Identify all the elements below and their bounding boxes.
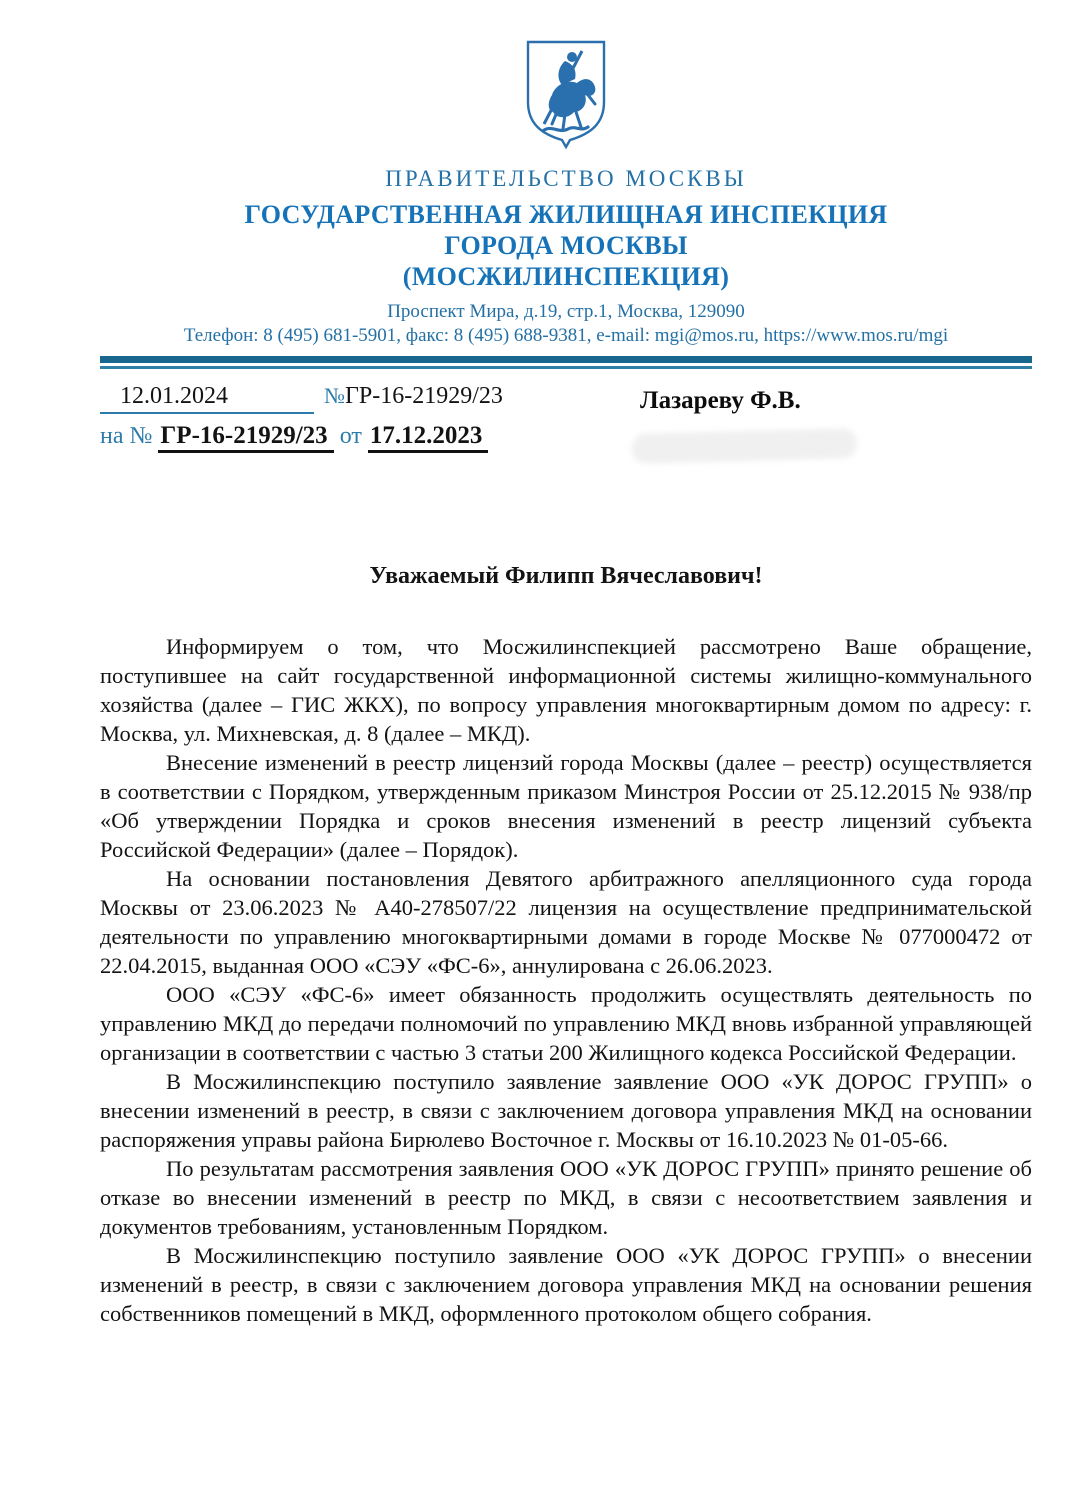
outgoing-number: ГР-16-21929/23 (345, 383, 503, 409)
recipient-name: Лазареву Ф.В. (640, 387, 801, 414)
reply-to-label: на № (100, 423, 153, 449)
incoming-date: 17.12.2023 (368, 422, 489, 453)
moscow-coat-of-arms-icon (524, 38, 608, 150)
salutation: Уважаемый Филипп Вячеславович! (369, 563, 763, 589)
org-name-line-2: ГОРОДА МОСКВЫ (444, 231, 688, 260)
incoming-number: ГР-16-21929/23 (158, 422, 333, 453)
body-paragraph-2: Внесение изменений в реестр лицензий города Москвы (далее – реестр) осуществляется в соответствии с Порядком, утвержденным приказом Минстроя России от 25.12.2015 № 938/пр «Об утверждении Порядка и сроков внесения изменений в реестр лицензий субъекта Российской Федерации» (далее – Порядок). (100, 750, 1032, 862)
body-paragraph-7: В Мосжилинспекцию поступило заявление ООО «УК ДОРОС ГРУПП» о внесении изменений в реестр, в связи с заключением договора управления МКД на основании решения собственников помещений в МКД, оформленного протоколом общего собрания. (100, 1243, 1032, 1326)
org-name-line-3: (МОСЖИЛИНСПЕКЦИЯ) (402, 262, 730, 291)
body-paragraph-6: По результатам рассмотрения заявления ООО «УК ДОРОС ГРУПП» принято решение об отказе во внесении изменений в реестр по МКД, в связи с несоответствием заявления и документов требованиям, установленным Порядком. (100, 1156, 1032, 1239)
government-title: ПРАВИТЕЛЬСТВО МОСКВЫ (385, 166, 747, 191)
outgoing-date: 12.01.2024 (100, 383, 314, 414)
incoming-reference-line (100, 422, 1032, 450)
letterhead (100, 38, 1032, 348)
body-paragraph-5: В Мосжилинспекцию поступило заявление заявление ООО «УК ДОРОС ГРУПП» о внесении изменений в реестр, в связи с заключением договора управления МКД на основании распоряжения управы района Бирюлево Восточное г. Москвы от 16.10.2023 № 01-05-66. (100, 1069, 1032, 1152)
number-sign: № (324, 383, 345, 408)
divider-thin-line (100, 366, 1032, 369)
body-paragraph-4: ООО «СЭУ «ФС-6» имеет обязанность продолжить осуществлять деятельность по управлению МКД до передачи полномочий по управлению МКД вновь избранной управляющей организации в соответствии с частью 3 статьи 200 Жилищного кодекса Российской Федерации. (100, 982, 1032, 1065)
org-address: Проспект Мира, д.19, стр.1, Москва, 129090 (387, 301, 745, 322)
org-contacts: Телефон: 8 (495) 681-5901, факс: 8 (495) 688-9381, e-mail: mgi@mos.ru, https://www.mos.ru/mgi (183, 325, 949, 346)
redacted-address-block (632, 428, 858, 464)
letterhead-divider (100, 356, 1032, 369)
reference-block (100, 383, 1032, 505)
organization-name (100, 199, 1032, 292)
letter-body (100, 632, 1032, 1328)
outgoing-reference-line (100, 383, 1032, 414)
org-name-line-1: ГОСУДАРСТВЕННАЯ ЖИЛИЩНАЯ ИНСПЕКЦИЯ (244, 200, 888, 229)
body-paragraph-3: На основании постановления Девятого арбитражного апелляционного суда города Москвы от 23.06.2023 № А40-278507/22 лицензия на осуществление предпринимательской деятельности по управлению многоквартирными домами в городе Москве № 077000472 от 22.04.2015, выданная ООО «СЭУ «ФС-6», аннулирована с 26.06.2023. (100, 866, 1032, 978)
body-paragraph-1: Информируем о том, что Мосжилинспекцией рассмотрено Ваше обращение, поступившее на сайт государственной информационной системы жилищно-коммунального хозяйства (далее – ГИС ЖКХ), по вопросу управления многоквартирным домом по адресу: г. Москва, ул. Михневская, д. 8 (далее – МКД). (100, 634, 1032, 746)
divider-thick-line (100, 356, 1032, 363)
from-label: от (339, 423, 362, 449)
